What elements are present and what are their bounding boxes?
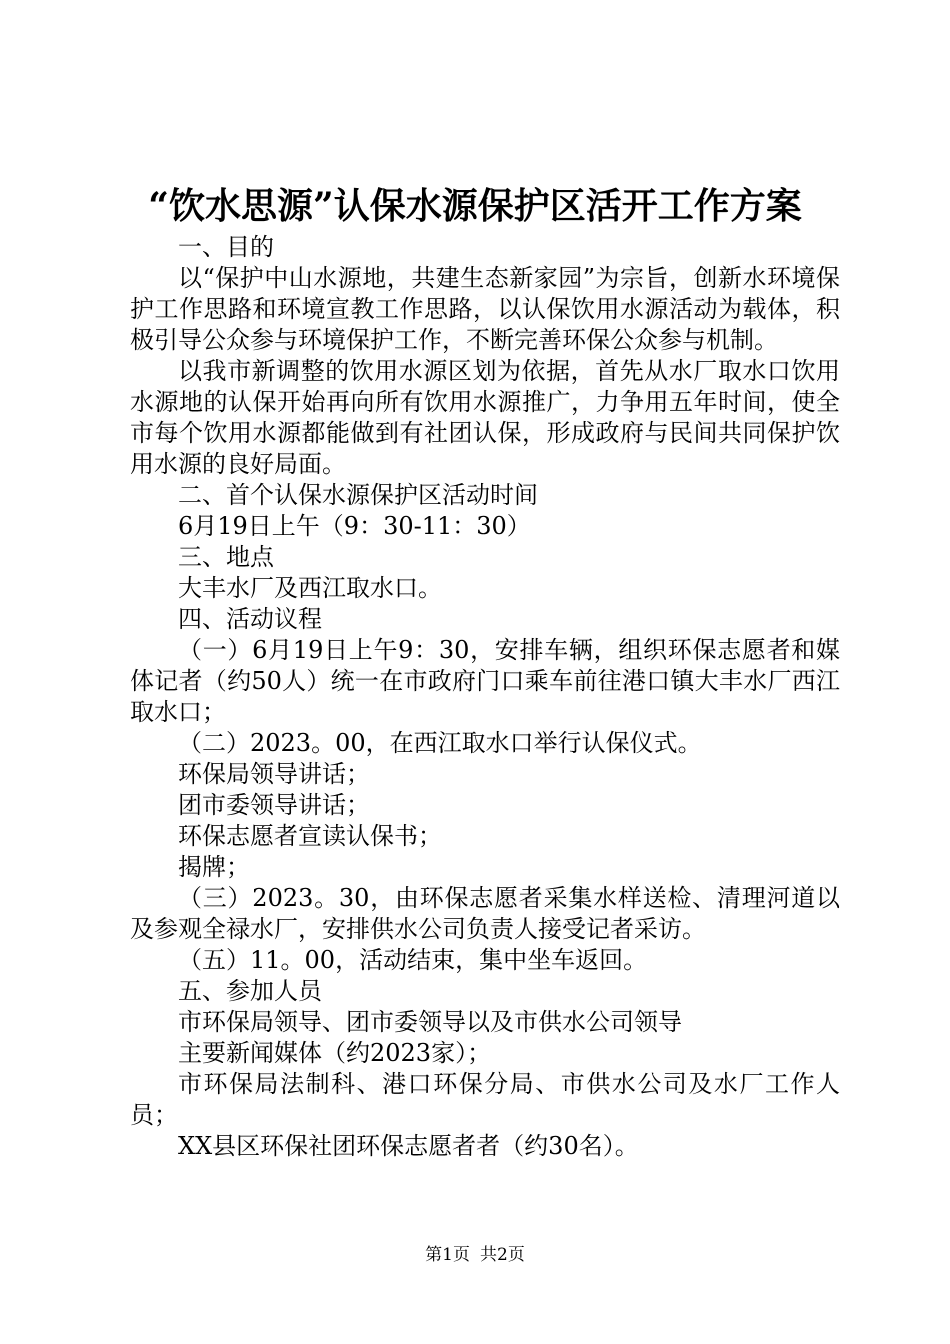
paragraph: 揭牌； — [178, 853, 250, 881]
section-heading: 五、参加人员 — [178, 977, 322, 1005]
paragraph: （二）2023。00，在西江取水口举行认保仪式。 — [178, 729, 702, 757]
paragraph: （五）11。00，活动结束，集中坐车返回。 — [178, 946, 648, 974]
paragraph: 大丰水厂及西江取水口。 — [178, 574, 442, 602]
document-title: “饮水思源”认保水源保护区活开工作方案 — [148, 185, 802, 227]
paragraph: 环保志愿者宣读认保书； — [178, 822, 442, 850]
paragraph: 以“保护中山水源地，共建生态新家园”为宗旨，创新水环境保护工作思路和环境宣教工作思路，以认保饮用水源活动为载体，积极引导公众参与环境保护工作，不断完善环保公众参与机制。 — [130, 264, 840, 354]
paragraph: 6月19日上午（9：30-11：30） — [178, 512, 531, 540]
page-footer — [0, 1243, 950, 1267]
paragraph: 市环保局法制科、港口环保分局、市供水公司及水厂工作人员； — [130, 1070, 840, 1129]
paragraph: 环保局领导讲话； — [178, 760, 370, 788]
paragraph: 团市委领导讲话； — [178, 791, 370, 819]
section-heading: 四、活动议程 — [178, 605, 322, 633]
paragraph: XX县区环保社团环保志愿者者（约30名）。 — [178, 1132, 639, 1160]
document-body — [130, 232, 840, 1162]
paragraph: 以我市新调整的饮用水源区划为依据，首先从水厂取水口饮用水源地的认保开始再向所有饮用水源推广，力争用五年时间，使全市每个饮用水源都能做到有社团认保，形成政府与民间共同保护饮用水源的良好局面。 — [130, 357, 840, 478]
section-heading: 一、目的 — [178, 233, 274, 261]
section-heading: 二、首个认保水源保护区活动时间 — [178, 481, 538, 509]
page-number: 第1页 — [425, 1245, 470, 1265]
section-heading: 三、地点 — [178, 543, 274, 571]
paragraph: （三）2023。30，由环保志愿者采集水样送检、清理河道以及参观全禄水厂，安排供水公司负责人接受记者采访。 — [130, 884, 840, 943]
paragraph: 主要新闻媒体（约2023家）； — [178, 1039, 492, 1067]
paragraph: （一）6月19日上午9：30，安排车辆，组织环保志愿者和媒体记者（约50人）统一在市政府门口乘车前往港口镇大丰水厂西江取水口； — [130, 636, 840, 726]
paragraph: 市环保局领导、团市委领导以及市供水公司领导 — [178, 1008, 682, 1036]
page-total: 共2页 — [480, 1245, 525, 1265]
